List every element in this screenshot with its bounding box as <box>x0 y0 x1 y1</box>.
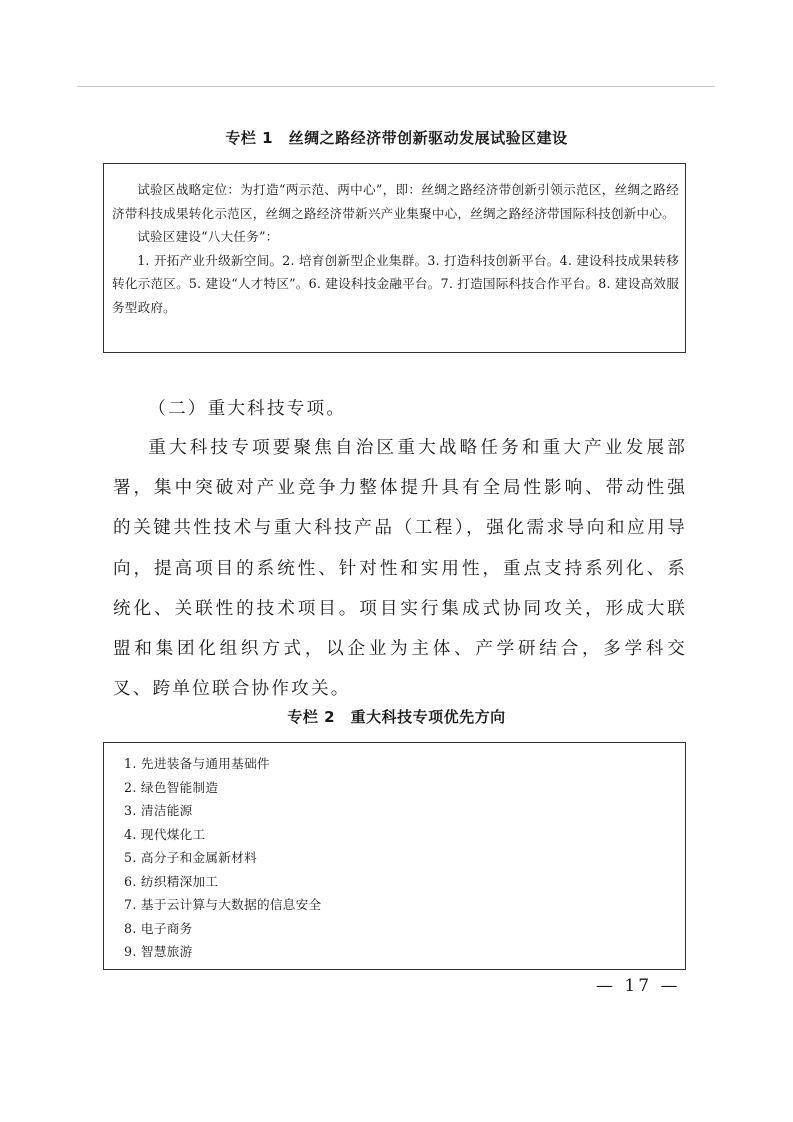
section-heading: （二）重大科技专项。 <box>148 399 347 419</box>
box1-panel <box>103 163 686 353</box>
list-item: 8. 电子商务 <box>124 920 193 936</box>
list-item: 6. 纺织精深加工 <box>124 873 219 889</box>
list-item: 4. 现代煤化工 <box>124 826 206 842</box>
list-item: 1. 先进装备与通用基础件 <box>124 756 270 771</box>
header-rule <box>77 86 715 87</box>
list-item: 5. 高分子和金属新材料 <box>124 850 257 865</box>
box1-line-2: 试验区建设“八大任务”： <box>137 229 279 244</box>
box2-panel <box>103 742 686 970</box>
list-item: 9. 智慧旅游 <box>124 944 193 959</box>
list-item: 2. 绿色智能制造 <box>124 779 219 795</box>
list-item: 7. 基于云计算与大数据的信息安全 <box>124 897 322 912</box>
box1-line-1: 试验区战略定位：为打造“两示范、两中心”，即：丝绸之路经济带创新引领示范区，丝绸之路经济带科技成果转化示范区，丝绸之路经济带新兴产业集聚中心，丝绸之路经济带国际科技创新中心。 <box>112 182 679 221</box>
box1-line-3: 1. 开拓产业升级新空间。2. 培育创新型企业集群。3. 打造科技创新平台。4. 建设科技成果转移转化示范区。5. 建设“人才特区”。6. 建设科技金融平台。7. 打造国际科技合作平台。8. 建设高效服务型政府。 <box>112 252 679 315</box>
box1-title: 专栏 1 丝绸之路经济带创新驱动发展试验区建设 <box>225 129 568 147</box>
list-item: 3. 清洁能源 <box>124 803 193 818</box>
box2-title: 专栏 2 重大科技专项优先方向 <box>287 708 506 726</box>
section-paragraph: 重大科技专项要聚焦自治区重大战略任务和重大产业发展部署，集中突破对产业竞争力整体提升具有全局性影响、带动性强的关键共性技术与重大科技产品（工程），强化需求导向和应用导向，提高项目的系统性、针对性和实用性，重点支持系列化、系统化、关联性的技术项目。项目实行集成式协同攻关，形成大联盟和集团化组织方式，以企业为主体、产学研结合，多学科交叉、跨单位联合协作攻关。 <box>113 438 687 700</box>
page-number: — 17 — <box>596 976 681 996</box>
